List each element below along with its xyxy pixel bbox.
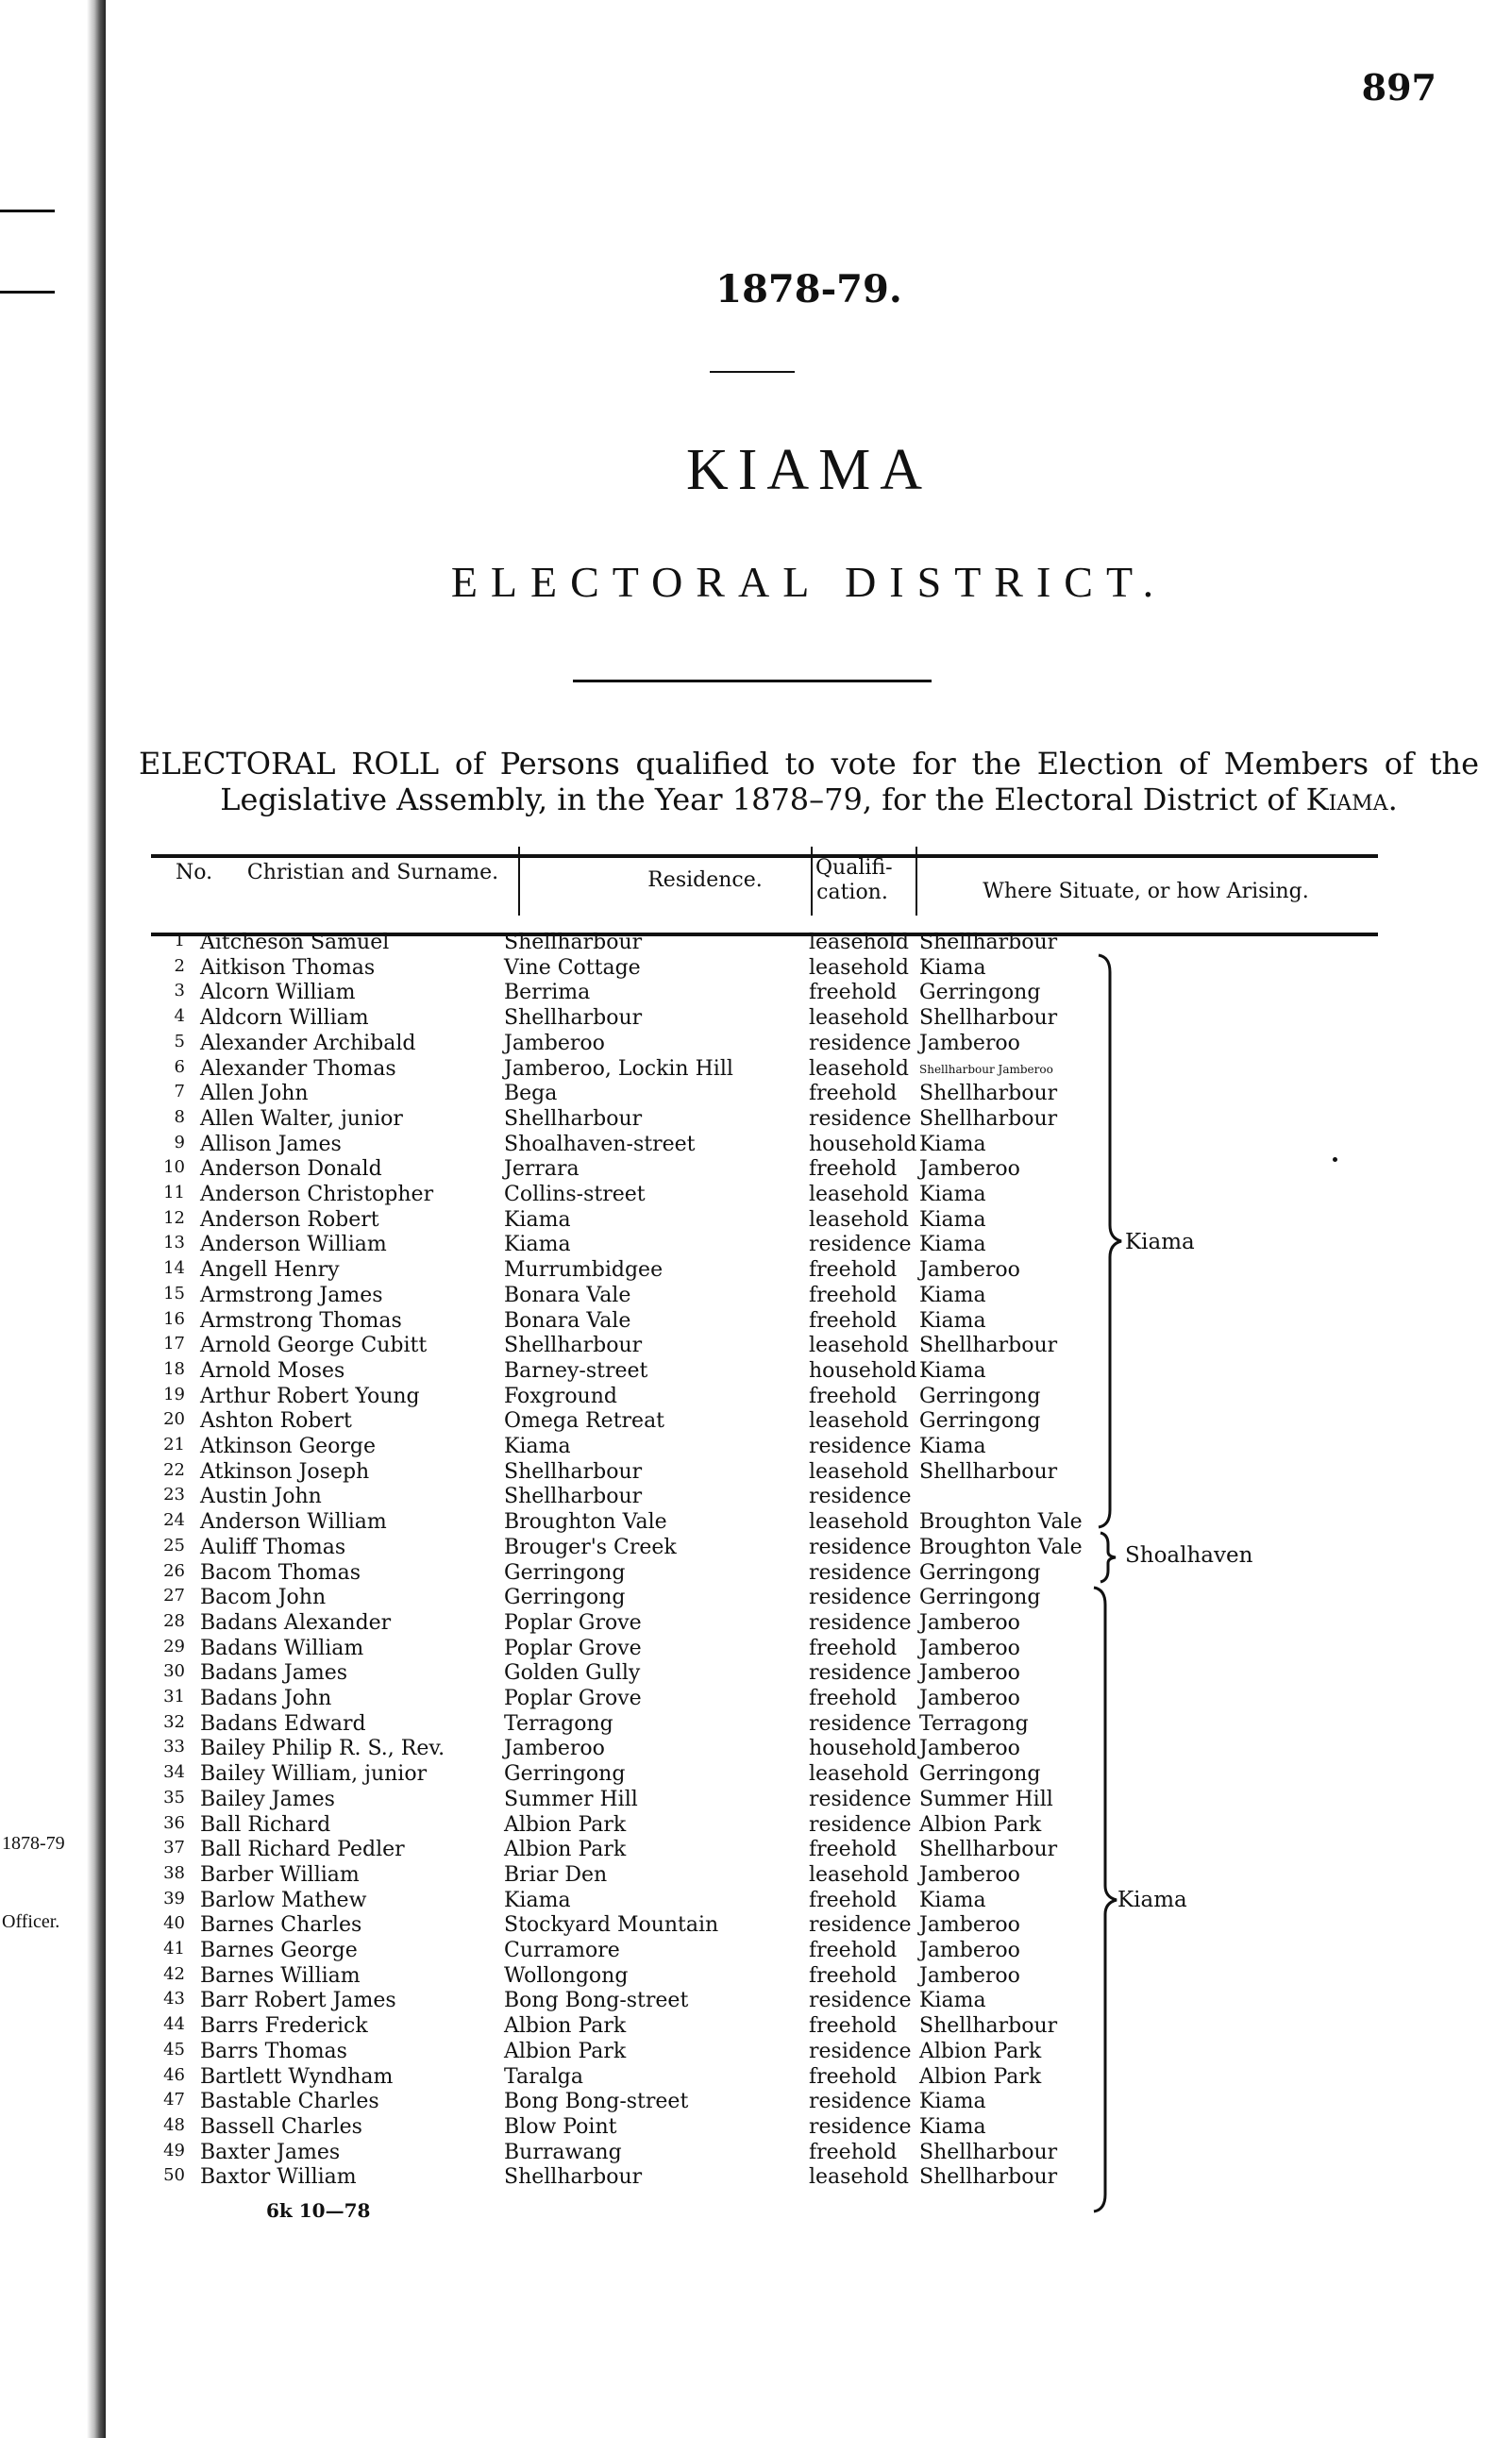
row-number: 41 bbox=[163, 1939, 185, 1959]
row-number: 15 bbox=[163, 1283, 185, 1303]
voter-name: Baxtor William bbox=[200, 2165, 357, 2190]
where-situate: Shellharbour bbox=[919, 2165, 1058, 2190]
voter-name: Arnold George Cubitt bbox=[200, 1334, 428, 1358]
qualification: residence bbox=[809, 1913, 912, 1938]
residence: Poplar Grove bbox=[504, 1636, 642, 1660]
residence: Shellharbour bbox=[504, 931, 643, 954]
district-title: KIAMA bbox=[685, 438, 932, 502]
where-situate: Gerringong bbox=[919, 1762, 1041, 1787]
row-number: 13 bbox=[163, 1233, 185, 1253]
column-divider bbox=[916, 847, 917, 916]
row-number: 29 bbox=[163, 1636, 185, 1656]
row-number: 3 bbox=[174, 981, 185, 1001]
qualification: freehold bbox=[809, 981, 898, 1005]
residence: Collins-street bbox=[504, 1183, 646, 1206]
residence: Blow Point bbox=[504, 2114, 617, 2139]
where-situate: Gerringong bbox=[919, 1409, 1041, 1434]
residence: Gerringong bbox=[504, 1560, 626, 1585]
residence: Jamberoo, Lockin Hill bbox=[504, 1056, 733, 1081]
where-situate: Shellharbour bbox=[919, 1334, 1058, 1358]
residence: Briar Den bbox=[504, 1862, 608, 1887]
residence: Brouger's Creek bbox=[504, 1535, 677, 1559]
row-number: 26 bbox=[163, 1560, 185, 1581]
where-situate: Shellharbour bbox=[919, 1106, 1058, 1131]
residence: Bega bbox=[504, 1082, 558, 1106]
residence: Wollongong bbox=[504, 1963, 629, 1988]
voter-name: Anderson Donald bbox=[200, 1157, 382, 1182]
column-header-where: Where Situate, or how Arising. bbox=[983, 880, 1309, 903]
voter-name: Aitkison Thomas bbox=[200, 955, 376, 980]
where-situate: Jamberoo bbox=[919, 1661, 1020, 1686]
where-situate: Shellharbour bbox=[919, 1006, 1058, 1031]
residence: Albion Park bbox=[504, 1838, 627, 1862]
residence: Gerringong bbox=[504, 1762, 626, 1787]
qualification: freehold bbox=[809, 2064, 898, 2089]
voter-name: Arnold Moses bbox=[200, 1358, 345, 1383]
where-situate: Kiama bbox=[919, 1207, 986, 1232]
column-divider bbox=[518, 847, 520, 916]
row-number: 25 bbox=[163, 1535, 185, 1555]
residence: Albion Park bbox=[504, 2039, 627, 2063]
residence: Barney-street bbox=[504, 1358, 648, 1383]
voter-name: Badans William bbox=[200, 1636, 364, 1660]
residence: Kiama bbox=[504, 1233, 571, 1257]
residence: Bonara Vale bbox=[504, 1308, 631, 1333]
roll-heading bbox=[139, 746, 1479, 817]
qualification: residence bbox=[809, 2114, 912, 2139]
residence: Vine Cottage bbox=[504, 955, 641, 980]
qualification: leasehold bbox=[809, 2165, 910, 2190]
where-situate: Kiama bbox=[919, 1308, 986, 1333]
page-number: 897 bbox=[1361, 66, 1436, 109]
where-situate: Albion Park bbox=[919, 2064, 1042, 2089]
where-situate: Kiama bbox=[919, 1283, 986, 1307]
where-situate: Jamberoo bbox=[919, 1963, 1020, 1988]
voter-name: Auliff Thomas bbox=[200, 1535, 346, 1559]
row-number: 10 bbox=[163, 1157, 185, 1178]
residence: Broughton Vale bbox=[504, 1510, 667, 1535]
voter-name: Aitcheson Samuel bbox=[200, 931, 390, 954]
voter-name: Atkinson George bbox=[200, 1435, 377, 1458]
where-situate: Shellharbour bbox=[919, 931, 1058, 954]
residence: Curramore bbox=[504, 1939, 620, 1962]
voter-name: Ball Richard bbox=[200, 1812, 331, 1837]
qualification: freehold bbox=[809, 1157, 898, 1182]
row-number: 16 bbox=[163, 1308, 185, 1329]
voter-name: Bailey James bbox=[200, 1787, 335, 1811]
residence: Omega Retreat bbox=[504, 1409, 665, 1434]
residence: Jerrara bbox=[504, 1157, 580, 1182]
voter-name: Badans Edward bbox=[200, 1711, 366, 1736]
where-situate: Jamberoo bbox=[919, 1737, 1020, 1761]
row-number: 46 bbox=[163, 2064, 185, 2085]
where-situate: Kiama bbox=[919, 1132, 986, 1156]
residence: Shoalhaven-street bbox=[504, 1132, 696, 1156]
district-subtitle: ELECTORAL DISTRICT. bbox=[450, 558, 1168, 606]
where-situate: Shellharbour Jamberoo bbox=[919, 1062, 1053, 1076]
row-number: 23 bbox=[163, 1485, 185, 1505]
row-number: 47 bbox=[163, 2090, 185, 2110]
voter-name: Anderson William bbox=[200, 1233, 387, 1257]
qualification: leasehold bbox=[809, 955, 910, 980]
qualification: residence bbox=[809, 1535, 912, 1559]
voter-name: Armstrong James bbox=[200, 1283, 383, 1307]
where-situate: Gerringong bbox=[919, 981, 1041, 1005]
document-page bbox=[106, 0, 1512, 2438]
where-situate: Albion Park bbox=[919, 2039, 1042, 2063]
where-situate: Shellharbour bbox=[919, 1838, 1058, 1862]
qualification: residence bbox=[809, 1560, 912, 1585]
qualification: freehold bbox=[809, 1384, 898, 1408]
residence: Shellharbour bbox=[504, 1006, 643, 1031]
where-situate: Jamberoo bbox=[919, 1258, 1020, 1283]
residence: Shellharbour bbox=[504, 1106, 643, 1131]
adjacent-page-rule bbox=[0, 291, 55, 294]
residence: Poplar Grove bbox=[504, 1687, 642, 1710]
adjacent-page-rule bbox=[0, 210, 55, 212]
voter-name: Bastable Charles bbox=[200, 2090, 379, 2114]
qualification: freehold bbox=[809, 1838, 898, 1862]
scan-speck bbox=[1333, 1157, 1337, 1162]
column-header-residence: Residence. bbox=[647, 868, 763, 892]
residence: Berrima bbox=[504, 981, 591, 1005]
residence: Kiama bbox=[504, 1888, 571, 1912]
roll-heading-text: of Persons qualified to vote for the Election of Members of the Legislative Assembly, in the Year 1878–79, for the Electoral District of bbox=[220, 746, 1480, 817]
row-number: 2 bbox=[174, 955, 185, 976]
group-brace bbox=[1097, 953, 1125, 1529]
row-number: 50 bbox=[163, 2165, 185, 2186]
adjacent-page-edge bbox=[0, 0, 106, 2438]
qualification: residence bbox=[809, 1661, 912, 1686]
voter-name: Barnes George bbox=[200, 1939, 358, 1962]
group-label-kiama: Kiama bbox=[1125, 1230, 1195, 1254]
voter-name: Aldcorn William bbox=[200, 1006, 369, 1031]
row-number: 1 bbox=[174, 931, 185, 950]
voter-name: Bailey Philip R. S., Rev. bbox=[200, 1737, 445, 1761]
qualification: residence bbox=[809, 1233, 912, 1257]
qualification: residence bbox=[809, 1711, 912, 1736]
voter-name: Barber William bbox=[200, 1862, 360, 1887]
qualification: freehold bbox=[809, 1888, 898, 1912]
qualification: household bbox=[809, 1132, 917, 1156]
residence: Shellharbour bbox=[504, 1459, 643, 1484]
where-situate: Kiama bbox=[919, 1233, 986, 1257]
row-number: 17 bbox=[163, 1334, 185, 1354]
voter-name: Badans John bbox=[200, 1687, 332, 1710]
divider-rule bbox=[573, 680, 932, 682]
qualification: leasehold bbox=[809, 1762, 910, 1787]
roll-heading-district: Kiama. bbox=[1305, 782, 1398, 817]
where-situate: Broughton Vale bbox=[919, 1510, 1083, 1535]
where-situate: Kiama bbox=[919, 1989, 986, 2013]
row-number: 34 bbox=[163, 1762, 185, 1783]
residence: Gerringong bbox=[504, 1586, 626, 1610]
residence: Shellharbour bbox=[504, 2165, 643, 2190]
row-number: 28 bbox=[163, 1610, 185, 1631]
group-brace bbox=[1099, 1531, 1119, 1584]
where-situate: Jamberoo bbox=[919, 1031, 1020, 1055]
row-number: 24 bbox=[163, 1510, 185, 1531]
row-number: 49 bbox=[163, 2140, 185, 2161]
adjacent-page-fragment: 1878-79 bbox=[2, 1833, 65, 1854]
voter-name: Ashton Robert bbox=[200, 1409, 352, 1434]
residence: Bong Bong-street bbox=[504, 1989, 689, 2013]
residence: Summer Hill bbox=[504, 1787, 638, 1811]
residence: Kiama bbox=[504, 1207, 571, 1232]
qualification: leasehold bbox=[809, 931, 910, 954]
table-top-rule bbox=[151, 854, 1378, 858]
row-number: 39 bbox=[163, 1888, 185, 1908]
qualification: leasehold bbox=[809, 1207, 910, 1232]
where-situate: Kiama bbox=[919, 1435, 986, 1458]
residence: Albion Park bbox=[504, 2014, 627, 2039]
residence: Jamberoo bbox=[504, 1737, 605, 1761]
year-heading: 1878-79. bbox=[715, 267, 902, 311]
qualification: residence bbox=[809, 1989, 912, 2013]
qualification: freehold bbox=[809, 2014, 898, 2039]
voter-name: Alexander Archibald bbox=[200, 1031, 416, 1055]
voter-name: Bailey William, junior bbox=[200, 1762, 428, 1787]
voter-name: Anderson Robert bbox=[200, 1207, 379, 1232]
row-number: 19 bbox=[163, 1384, 185, 1404]
group-label-shoalhaven: Shoalhaven bbox=[1125, 1543, 1253, 1568]
where-situate: Shellharbour bbox=[919, 1082, 1058, 1106]
qualification: freehold bbox=[809, 1258, 898, 1283]
page-binding-shadow bbox=[87, 0, 106, 2438]
voter-name: Bartlett Wyndham bbox=[200, 2064, 394, 2089]
qualification: residence bbox=[809, 1787, 912, 1811]
voter-name: Baxter James bbox=[200, 2140, 341, 2164]
qualification: residence bbox=[809, 1485, 912, 1509]
residence: Jamberoo bbox=[504, 1031, 605, 1055]
where-situate: Kiama bbox=[919, 1358, 986, 1383]
voter-name: Angell Henry bbox=[200, 1258, 340, 1283]
column-header-no: No. bbox=[176, 861, 213, 884]
roll-heading-lead: ELECTORAL ROLL bbox=[139, 746, 440, 782]
qualification: freehold bbox=[809, 1308, 898, 1333]
voter-name: Barnes William bbox=[200, 1963, 361, 1988]
where-situate: Kiama bbox=[919, 2114, 986, 2139]
voter-name: Barlow Mathew bbox=[200, 1888, 367, 1912]
row-number: 14 bbox=[163, 1258, 185, 1279]
qualification: residence bbox=[809, 1031, 912, 1055]
where-situate: Jamberoo bbox=[919, 1687, 1020, 1710]
qualification: residence bbox=[809, 1610, 912, 1635]
row-number: 9 bbox=[174, 1132, 185, 1152]
qualification: residence bbox=[809, 1435, 912, 1458]
voter-name: Allen Walter, junior bbox=[200, 1106, 403, 1131]
row-number: 21 bbox=[163, 1435, 185, 1454]
where-situate: Jamberoo bbox=[919, 1913, 1020, 1938]
where-situate: Jamberoo bbox=[919, 1862, 1020, 1887]
column-divider bbox=[811, 847, 813, 916]
qualification: residence bbox=[809, 2090, 912, 2114]
where-situate: Shellharbour bbox=[919, 2140, 1058, 2164]
qualification: residence bbox=[809, 1106, 912, 1131]
row-number: 22 bbox=[163, 1459, 185, 1480]
row-number: 38 bbox=[163, 1862, 185, 1883]
where-situate: Gerringong bbox=[919, 1384, 1041, 1408]
where-situate: Shellharbour bbox=[919, 2014, 1058, 2039]
row-number: 6 bbox=[174, 1056, 185, 1077]
qualification: freehold bbox=[809, 1939, 898, 1962]
voter-name: Atkinson Joseph bbox=[200, 1459, 370, 1484]
row-number: 11 bbox=[163, 1183, 185, 1202]
voter-name: Barrs Thomas bbox=[200, 2039, 347, 2063]
voter-name: Bacom John bbox=[200, 1586, 327, 1610]
column-header-name: Christian and Surname. bbox=[246, 861, 499, 884]
voter-name: Austin John bbox=[200, 1485, 322, 1509]
row-number: 33 bbox=[163, 1737, 185, 1757]
where-situate: Jamberoo bbox=[919, 1636, 1020, 1660]
where-situate: Kiama bbox=[919, 1183, 986, 1206]
voter-name: Barr Robert James bbox=[200, 1989, 396, 2013]
voter-name: Arthur Robert Young bbox=[200, 1384, 420, 1408]
row-number: 48 bbox=[163, 2114, 185, 2135]
where-situate: Jamberoo bbox=[919, 1939, 1020, 1962]
row-number: 44 bbox=[163, 2014, 185, 2035]
where-situate: Broughton Vale bbox=[919, 1535, 1083, 1559]
column-header-qualification: Qualifi-cation. bbox=[815, 856, 893, 904]
voter-name: Badans Alexander bbox=[200, 1610, 392, 1635]
row-number: 5 bbox=[174, 1031, 185, 1051]
qualification: residence bbox=[809, 1812, 912, 1837]
row-number: 37 bbox=[163, 1838, 185, 1858]
qualification: household bbox=[809, 1737, 917, 1761]
where-situate: Shellharbour bbox=[919, 1459, 1058, 1484]
residence: Terragong bbox=[504, 1711, 613, 1736]
row-number: 30 bbox=[163, 1661, 185, 1682]
row-number: 7 bbox=[174, 1082, 185, 1102]
where-situate: Kiama bbox=[919, 2090, 986, 2114]
voter-name: Armstrong Thomas bbox=[200, 1308, 402, 1333]
residence: Poplar Grove bbox=[504, 1610, 642, 1635]
qualification: freehold bbox=[809, 1283, 898, 1307]
qualification: residence bbox=[809, 2039, 912, 2063]
row-number: 42 bbox=[163, 1963, 185, 1984]
where-situate: Kiama bbox=[919, 955, 986, 980]
row-number: 36 bbox=[163, 1812, 185, 1833]
row-number: 8 bbox=[174, 1106, 185, 1127]
residence: Taralga bbox=[504, 2064, 583, 2089]
qualification: leasehold bbox=[809, 1510, 910, 1535]
voter-name: Ball Richard Pedler bbox=[200, 1838, 405, 1862]
where-situate: Jamberoo bbox=[919, 1157, 1020, 1182]
residence: Shellharbour bbox=[504, 1485, 643, 1509]
voter-name: Barnes Charles bbox=[200, 1913, 362, 1938]
qualification: freehold bbox=[809, 1963, 898, 1988]
adjacent-page-fragment: Officer. bbox=[2, 1911, 60, 1932]
where-situate: Albion Park bbox=[919, 1812, 1042, 1837]
voter-name: Barrs Frederick bbox=[200, 2014, 368, 2039]
where-situate: Terragong bbox=[919, 1711, 1029, 1736]
qualification: leasehold bbox=[809, 1459, 910, 1484]
where-situate: Jamberoo bbox=[919, 1610, 1020, 1635]
group-brace bbox=[1092, 1586, 1120, 2213]
row-number: 20 bbox=[163, 1409, 185, 1430]
qualification: freehold bbox=[809, 1082, 898, 1106]
where-situate: Kiama bbox=[919, 1888, 986, 1912]
residence: Kiama bbox=[504, 1435, 571, 1458]
residence: Murrumbidgee bbox=[504, 1258, 664, 1283]
qualification: freehold bbox=[809, 1636, 898, 1660]
voter-name: Anderson William bbox=[200, 1510, 387, 1535]
qualification: leasehold bbox=[809, 1056, 910, 1081]
row-number: 18 bbox=[163, 1358, 185, 1379]
where-situate: Gerringong bbox=[919, 1560, 1041, 1585]
row-number: 32 bbox=[163, 1711, 185, 1732]
group-label-kiama: Kiama bbox=[1117, 1888, 1187, 1912]
where-situate: Summer Hill bbox=[919, 1787, 1053, 1811]
voter-name: Bacom Thomas bbox=[200, 1560, 361, 1585]
row-number: 43 bbox=[163, 1989, 185, 2009]
row-number: 40 bbox=[163, 1913, 185, 1934]
row-number: 35 bbox=[163, 1787, 185, 1807]
qualification: leasehold bbox=[809, 1862, 910, 1887]
qualification: residence bbox=[809, 1586, 912, 1610]
qualification: leasehold bbox=[809, 1409, 910, 1434]
printer-code: 6k 10—78 bbox=[266, 2199, 371, 2222]
where-situate: Gerringong bbox=[919, 1586, 1041, 1610]
voter-name: Bassell Charles bbox=[200, 2114, 362, 2139]
voter-name: Badans James bbox=[200, 1661, 348, 1686]
residence: Albion Park bbox=[504, 1812, 627, 1837]
voter-name: Alexander Thomas bbox=[200, 1056, 396, 1081]
voter-name: Allison James bbox=[200, 1132, 342, 1156]
qualification: leasehold bbox=[809, 1334, 910, 1358]
qualification: leasehold bbox=[809, 1006, 910, 1031]
row-number: 12 bbox=[163, 1207, 185, 1228]
residence: Stockyard Mountain bbox=[504, 1913, 719, 1938]
residence: Golden Gully bbox=[504, 1661, 641, 1686]
voter-name: Allen John bbox=[200, 1082, 309, 1106]
residence: Foxground bbox=[504, 1384, 617, 1408]
residence: Shellharbour bbox=[504, 1334, 643, 1358]
row-number: 45 bbox=[163, 2039, 185, 2060]
residence: Burrawang bbox=[504, 2140, 622, 2164]
divider-rule bbox=[710, 371, 795, 373]
residence: Bonara Vale bbox=[504, 1283, 631, 1307]
qualification: household bbox=[809, 1358, 917, 1383]
voter-name: Anderson Christopher bbox=[200, 1183, 434, 1206]
row-number: 31 bbox=[163, 1687, 185, 1707]
qualification: leasehold bbox=[809, 1183, 910, 1206]
qualification: freehold bbox=[809, 1687, 898, 1710]
row-number: 4 bbox=[174, 1006, 185, 1027]
voter-name: Alcorn William bbox=[200, 981, 356, 1005]
residence: Bong Bong-street bbox=[504, 2090, 689, 2114]
qualification: freehold bbox=[809, 2140, 898, 2164]
row-number: 27 bbox=[163, 1586, 185, 1606]
